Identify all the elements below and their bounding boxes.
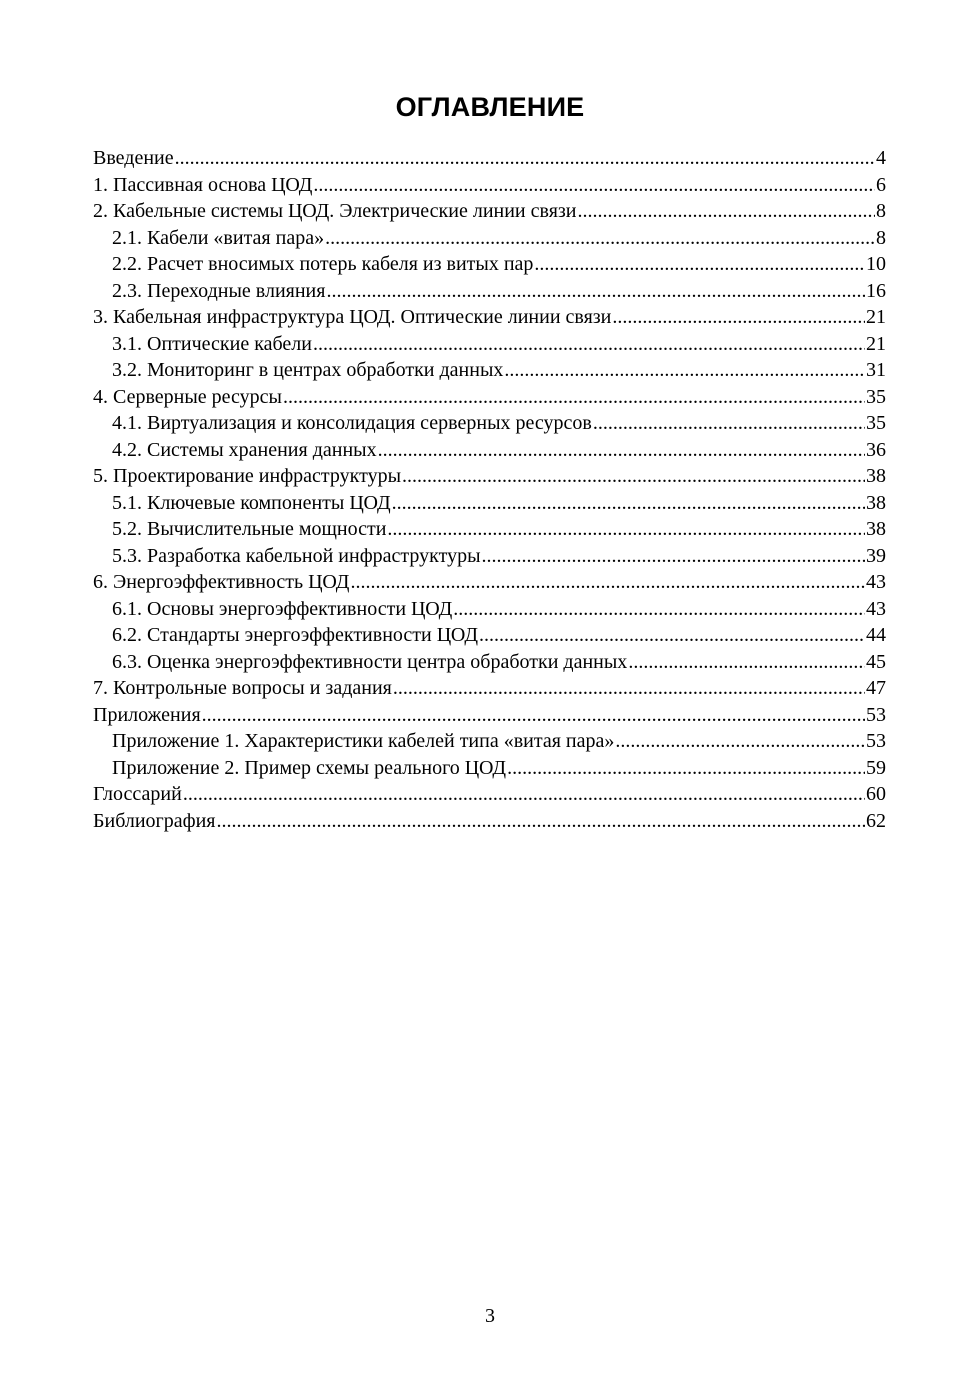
toc-subentry[interactable] [93,439,886,466]
toc-entry-page: 21 [866,332,886,355]
toc-subentry[interactable] [93,333,886,360]
page-title: ОГЛАВЛЕНИЕ [395,92,585,122]
toc-entry-page: 21 [866,306,886,328]
dot-leader [350,571,865,594]
dot-leader [217,810,866,833]
toc-entry-page: 38 [866,518,886,540]
page-number: 3 [485,1305,495,1327]
toc-subentry[interactable] [93,518,886,545]
toc-entry-page: 31 [866,359,886,381]
toc-subentry[interactable] [93,730,886,757]
toc-entry-page: 10 [866,253,886,275]
dot-leader [534,253,865,276]
toc-entry-label: 2. Кабельные системы ЦОД. Электрические линии связи [93,200,577,222]
dot-leader [183,783,865,806]
toc-entry-label: Глоссарий [93,783,182,805]
toc-entry-label: 5.1. Ключевые компоненты ЦОД [112,491,391,514]
toc-entry-page: 45 [866,650,886,673]
toc-entry-label: Библиография [93,809,216,832]
dot-leader [578,200,876,223]
toc-subentry[interactable] [93,412,886,439]
toc-entry-label: Приложение 1. Характеристики кабелей типа «витая пара» [112,730,615,752]
toc-entry-page: 16 [866,279,886,302]
dot-leader [392,492,865,515]
toc-entry-label: 5.3. Разработка кабельной инфраструктуры [112,544,481,567]
toc-subentry[interactable] [93,545,886,572]
toc-entry-label: 3. Кабельная инфраструктура ЦОД. Оптические линии связи [93,306,612,328]
dot-leader [628,651,865,674]
toc-subentry[interactable] [93,359,886,386]
dot-leader [593,412,865,435]
dot-leader [482,545,865,568]
toc-entry-label: 7. Контрольные вопросы и задания [93,677,392,699]
dot-leader [313,333,865,356]
toc-entry[interactable] [93,571,886,598]
dot-leader [453,598,865,621]
toc-subentry[interactable] [93,624,886,651]
toc-entry-page: 4 [876,147,886,169]
toc-entry-label: Приложения [93,703,201,726]
toc-entry-page: 38 [866,465,886,487]
toc-entry-label: 3.2. Мониторинг в центрах обработки данных [112,359,504,381]
dot-leader [326,280,865,303]
toc-entry-page: 38 [866,491,886,514]
toc-entry[interactable] [93,704,886,731]
dot-leader [175,147,875,170]
toc-entry-label: 4.1. Виртуализация и консолидация серверных ресурсов [112,412,592,434]
toc-entry-page: 43 [866,571,886,593]
toc-entry-label: Введение [93,147,174,169]
toc-entry[interactable] [93,306,886,333]
toc-entry-page: 35 [866,385,886,408]
toc-entry-label: 5.2. Вычислительные мощности [112,518,387,540]
toc-entry[interactable] [93,465,886,492]
toc-subentry[interactable] [93,280,886,307]
toc-entry-page: 39 [866,544,886,567]
dot-leader [402,465,865,488]
dot-leader [325,227,875,250]
toc-entry-page: 53 [866,703,886,726]
toc-entry-label: 2.3. Переходные влияния [112,279,326,302]
toc-entry-page: 60 [866,783,886,805]
toc-entry-label: 5. Проектирование инфраструктуры [93,465,402,487]
toc-entry-page: 35 [866,412,886,434]
toc-entry[interactable] [93,386,886,413]
toc-entry-label: 3.1. Оптические кабели [112,332,312,355]
toc-entry-label: 6.1. Основы энергоэффективности ЦОД [112,597,453,620]
dot-leader [479,624,865,647]
toc-subentry[interactable] [93,253,886,280]
dot-leader [507,757,865,780]
dot-leader [504,359,865,382]
toc-entry-label: 1. Пассивная основа ЦОД [93,173,313,196]
toc-entry-page: 36 [866,438,886,461]
toc-entry-page: 8 [876,200,886,222]
dot-leader [612,306,865,329]
toc-subentry[interactable] [93,757,886,784]
toc-entry-page: 6 [876,173,886,196]
toc-entry[interactable] [93,200,886,227]
dot-leader [615,730,865,753]
dot-leader [378,439,865,462]
toc-entry-label: 6.3. Оценка энергоэффективности центра обработки данных [112,650,628,673]
dot-leader [202,704,865,727]
toc-entry-label: 4.2. Системы хранения данных [112,438,377,461]
table-of-contents [93,147,886,836]
dot-leader [387,518,865,541]
toc-entry[interactable] [93,810,886,837]
toc-entry-label: 4. Серверные ресурсы [93,385,282,408]
toc-entry-page: 47 [866,677,886,699]
toc-entry-label: 6.2. Стандарты энергоэффективности ЦОД [112,624,478,646]
toc-entry-page: 8 [876,226,886,249]
toc-entry-label: 2.2. Расчет вносимых потерь кабеля из витых пар [112,253,534,275]
dot-leader [283,386,865,409]
dot-leader [313,174,875,197]
toc-entry-page: 62 [866,809,886,832]
toc-subentry[interactable] [93,651,886,678]
toc-subentry[interactable] [93,598,886,625]
toc-entry-page: 44 [866,624,886,646]
toc-entry[interactable] [93,147,886,174]
dot-leader [393,677,865,700]
toc-entry-label: Приложение 2. Пример схемы реального ЦОД [112,756,507,779]
toc-entry-page: 43 [866,597,886,620]
toc-entry[interactable] [93,174,886,201]
toc-entry[interactable] [93,677,886,704]
toc-entry-label: 6. Энергоэффективность ЦОД [93,571,350,593]
toc-entry-page: 53 [866,730,886,752]
toc-entry-label: 2.1. Кабели «витая пара» [112,226,325,249]
toc-subentry[interactable] [93,492,886,519]
toc-subentry[interactable] [93,227,886,254]
toc-entry-page: 59 [866,756,886,779]
toc-entry[interactable] [93,783,886,810]
